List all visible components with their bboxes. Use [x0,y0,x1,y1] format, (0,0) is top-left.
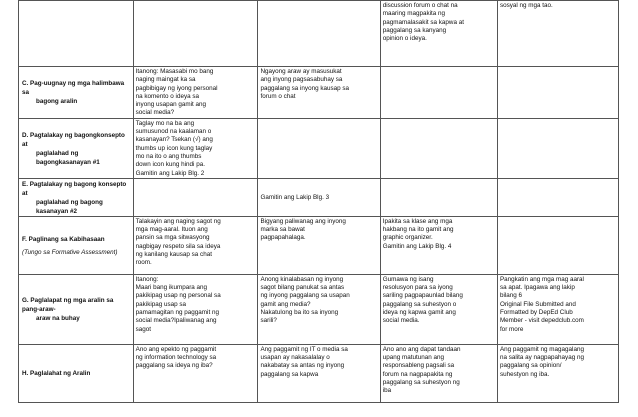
cell-text-line: sagot [135,325,152,333]
cell-text-line: sosyal ng mga tao. [499,2,553,9]
cell-text-line: pamamagitan ng paggamit ng [135,309,219,317]
cell-text-line: Formatted by DepEd Club [499,309,573,317]
day-4-cell [497,1,618,67]
section-label: C. Pag-uugnay ng mga halimbawa sa [22,80,125,97]
cell-text-line: suhestyon ng iba. [499,370,550,378]
section-label-cell [19,178,134,216]
cell-text-line: down icon kung hindi pa. [135,161,205,169]
cell-text-line: mo na ito o ang thumbs [135,152,202,160]
section-label: F. Paglinang sa Kabihasaan [22,235,105,243]
cell-text-line: forum na nagpapakita ng [382,370,453,378]
table-row [19,274,619,344]
section-label-continued: araw na buhay [36,315,80,323]
cell-text-line: na salita ay nagpapahayag ng [499,354,584,362]
cell-text-line: paggalang sa kanyang [382,26,447,34]
day-1-cell [133,344,258,402]
cell-text-line: paggalang sa kapwa [260,370,319,378]
cell-text-line: usapan ay nakasalalay o [260,354,330,362]
section-label-cell [19,67,134,119]
day-2-cell [258,344,380,402]
section-label-cell [19,216,134,274]
cell-text-line: Gumawa ng isang [382,275,434,283]
day-4-cell [497,216,618,274]
cell-text-line: Taglay mo na ba ang [135,119,195,127]
cell-text-line: Ang paggamit ng magagalang [499,345,584,353]
section-label: D. Pagtalakay ng bagongkonsepto at [22,131,125,148]
table-row [19,178,619,216]
cell-text-line: nagbigay respeto sila sa ideya [135,242,221,250]
day-3-cell [380,178,497,216]
cell-text-line: Nakatulong ba ito sa inyong [260,309,339,317]
cell-text-line: forum o chat [260,92,296,100]
cell-text-line: hakbang na ito gamit ang [382,226,454,234]
cell-text-line: nakabatay sa antas ng inyong [260,362,345,370]
table-row [19,1,619,67]
cell-text-line: discussion forum o chat na [382,2,458,9]
cell-text-line: sarili? [260,317,277,325]
day-2-cell [258,216,380,274]
cell-text-line: ang inyong pagsasabuhay sa [260,76,343,84]
cell-text-line: social media? [135,109,175,117]
cell-text-line: Ano ang epekto ng paggamit [135,345,217,353]
cell-text-line: Gamitin ang Lakip Blg. 3 [260,193,330,201]
cell-text-line: Itanong: Masasabi mo bang [135,68,214,75]
section-label: H. Paglalahat ng Aralin [22,370,91,378]
day-1-cell [133,67,258,119]
cell-text-line: mga mag-aaral. Ituon ang [135,226,208,234]
cell-text-line: bilang 6 [499,292,522,300]
cell-text-line: ng kanilang kausap sa chat [135,251,212,259]
cell-text-line: iba [382,387,392,395]
day-2-cell [258,178,380,216]
cell-text-line: responsableng pagsali sa [382,362,455,370]
cell-text-line: Ngayong araw ay masusukat [260,68,342,75]
cell-text-line: naging maingat ka sa [135,76,196,84]
table-row [19,67,619,119]
cell-text-line: na komento o ideya sa [135,92,199,100]
section-label-cell [19,274,134,344]
day-4-cell [497,274,618,344]
day-1-cell [133,1,258,67]
cell-text-line: Pangkatin ang mga mag aaral [499,275,584,283]
cell-text-line: pakikipag usap sa [135,300,187,308]
section-label-continued: paglalahad ng bagong kasanayan #2 [36,198,103,215]
cell-text-line: Gamitin ang Lakip Blg. 2 [135,169,205,177]
section-label-cell [19,344,134,402]
lesson-plan-table [18,0,619,403]
cell-text-line: paggalang sa suhestyon ng [382,379,460,387]
day-3-cell [380,216,497,274]
cell-text-line: Maari bang ikumpara ang [135,284,208,292]
day-1-cell [133,118,258,178]
table-row [19,344,619,402]
cell-text-line: Member - visit depedclub.com [499,317,584,325]
day-3-cell [380,344,497,402]
cell-text-line: ideya ng kapwa gamit ang [382,309,456,317]
cell-text-line: sagot bilang panukat sa antas [260,284,345,292]
cell-text-line: thumbs up icon kung taglay [135,144,213,152]
cell-text-line: upang matutunan ang [382,354,445,362]
cell-text-line: graphic organizer. [382,234,433,242]
day-2-cell [258,1,380,67]
day-4-cell [497,118,618,178]
section-label-continued: bagong aralin [36,98,78,106]
day-2-cell [258,67,380,119]
cell-text-line: Bigyang paliwanag ang inyong [260,217,346,225]
table-row [19,118,619,178]
cell-text-line: gamit ang media? [260,300,311,308]
cell-text-line: pagpapahalaga. [260,234,306,242]
cell-text-line: Ipakita sa klase ang mga [382,217,453,225]
cell-text-line: opinion o ideya. [382,35,427,43]
table-row [19,216,619,274]
cell-text-line: Anong kinalabasan ng inyong [260,275,344,283]
cell-text-line: inyong usapan gamit ang [135,101,207,109]
cell-text-line: pagbibigay ng iyong personal [135,84,218,92]
section-label-cell [19,1,134,67]
cell-text-line: pansin sa mga sitwasyong [135,234,210,242]
cell-text-line: paggalang sa ideya ng iba? [135,362,213,370]
cell-text-line: Ang paggamit ng IT o media sa [260,345,348,353]
cell-text-line: ng information technology sa [135,354,217,362]
day-1-cell [133,178,258,216]
day-3-cell [380,118,497,178]
lesson-plan-body [19,1,619,403]
day-4-cell [497,344,618,402]
cell-text-line: for more [499,325,524,333]
cell-text-line: sumusunod na kaalaman o [135,128,212,136]
cell-text-line: paggalang sa suhestyon o [382,300,457,308]
section-label: G. Paglalapat ng mga aralin sa pang-araw- [22,297,114,314]
day-4-cell [497,67,618,119]
cell-text-line: resolusyon para sa iyong [382,284,453,292]
cell-text-line: marka sa bawat [260,226,305,234]
cell-text-line: pakikipag usap ng personal sa [135,292,221,300]
section-label: E. Pagtalakay ng bagong konsepto at [22,180,127,197]
cell-text-line: room. [135,259,152,267]
day-1-cell [133,274,258,344]
day-4-cell [497,178,618,216]
cell-text-line: maaring magpakita ng [382,10,446,18]
cell-text-line: sa apat. Ipagawa ang lakip [499,284,575,292]
section-label-cell [19,118,134,178]
cell-text-line: sariling pagpapaunlad bilang [382,292,463,300]
cell-text-line: Ano ano ang dapat tandaan [382,345,461,353]
cell-text-line: kasanayan? Tsekan (√) ang [135,136,213,144]
cell-text-line: Itanong: [135,275,159,283]
section-label-note: (Tungo sa Formative Assessment) [22,248,118,256]
day-3-cell [380,67,497,119]
day-2-cell [258,118,380,178]
day-3-cell [380,1,497,67]
cell-text-line: Gamitin ang Lakip Blg. 4 [382,242,452,250]
cell-text-line: Talakayin ang naging sagot ng [135,217,221,225]
cell-text-line: paggalang sa inyong kausap sa [260,84,350,92]
cell-text-line: ng inyong paggalang sa usapan [260,292,350,300]
day-1-cell [133,216,258,274]
cell-text-line: paggalang sa opinion/ [499,362,562,370]
cell-text-line: pagmamalasakit sa kapwa at [382,18,464,26]
cell-text-line: Original File Submitted and [499,300,576,308]
day-2-cell [258,274,380,344]
section-label-continued: paglalahad ng bagongkasanayan #1 [36,149,100,166]
day-3-cell [380,274,497,344]
cell-text-line: social media. [382,317,420,325]
cell-text-line: social media?Ipaliwanag ang [135,317,217,325]
